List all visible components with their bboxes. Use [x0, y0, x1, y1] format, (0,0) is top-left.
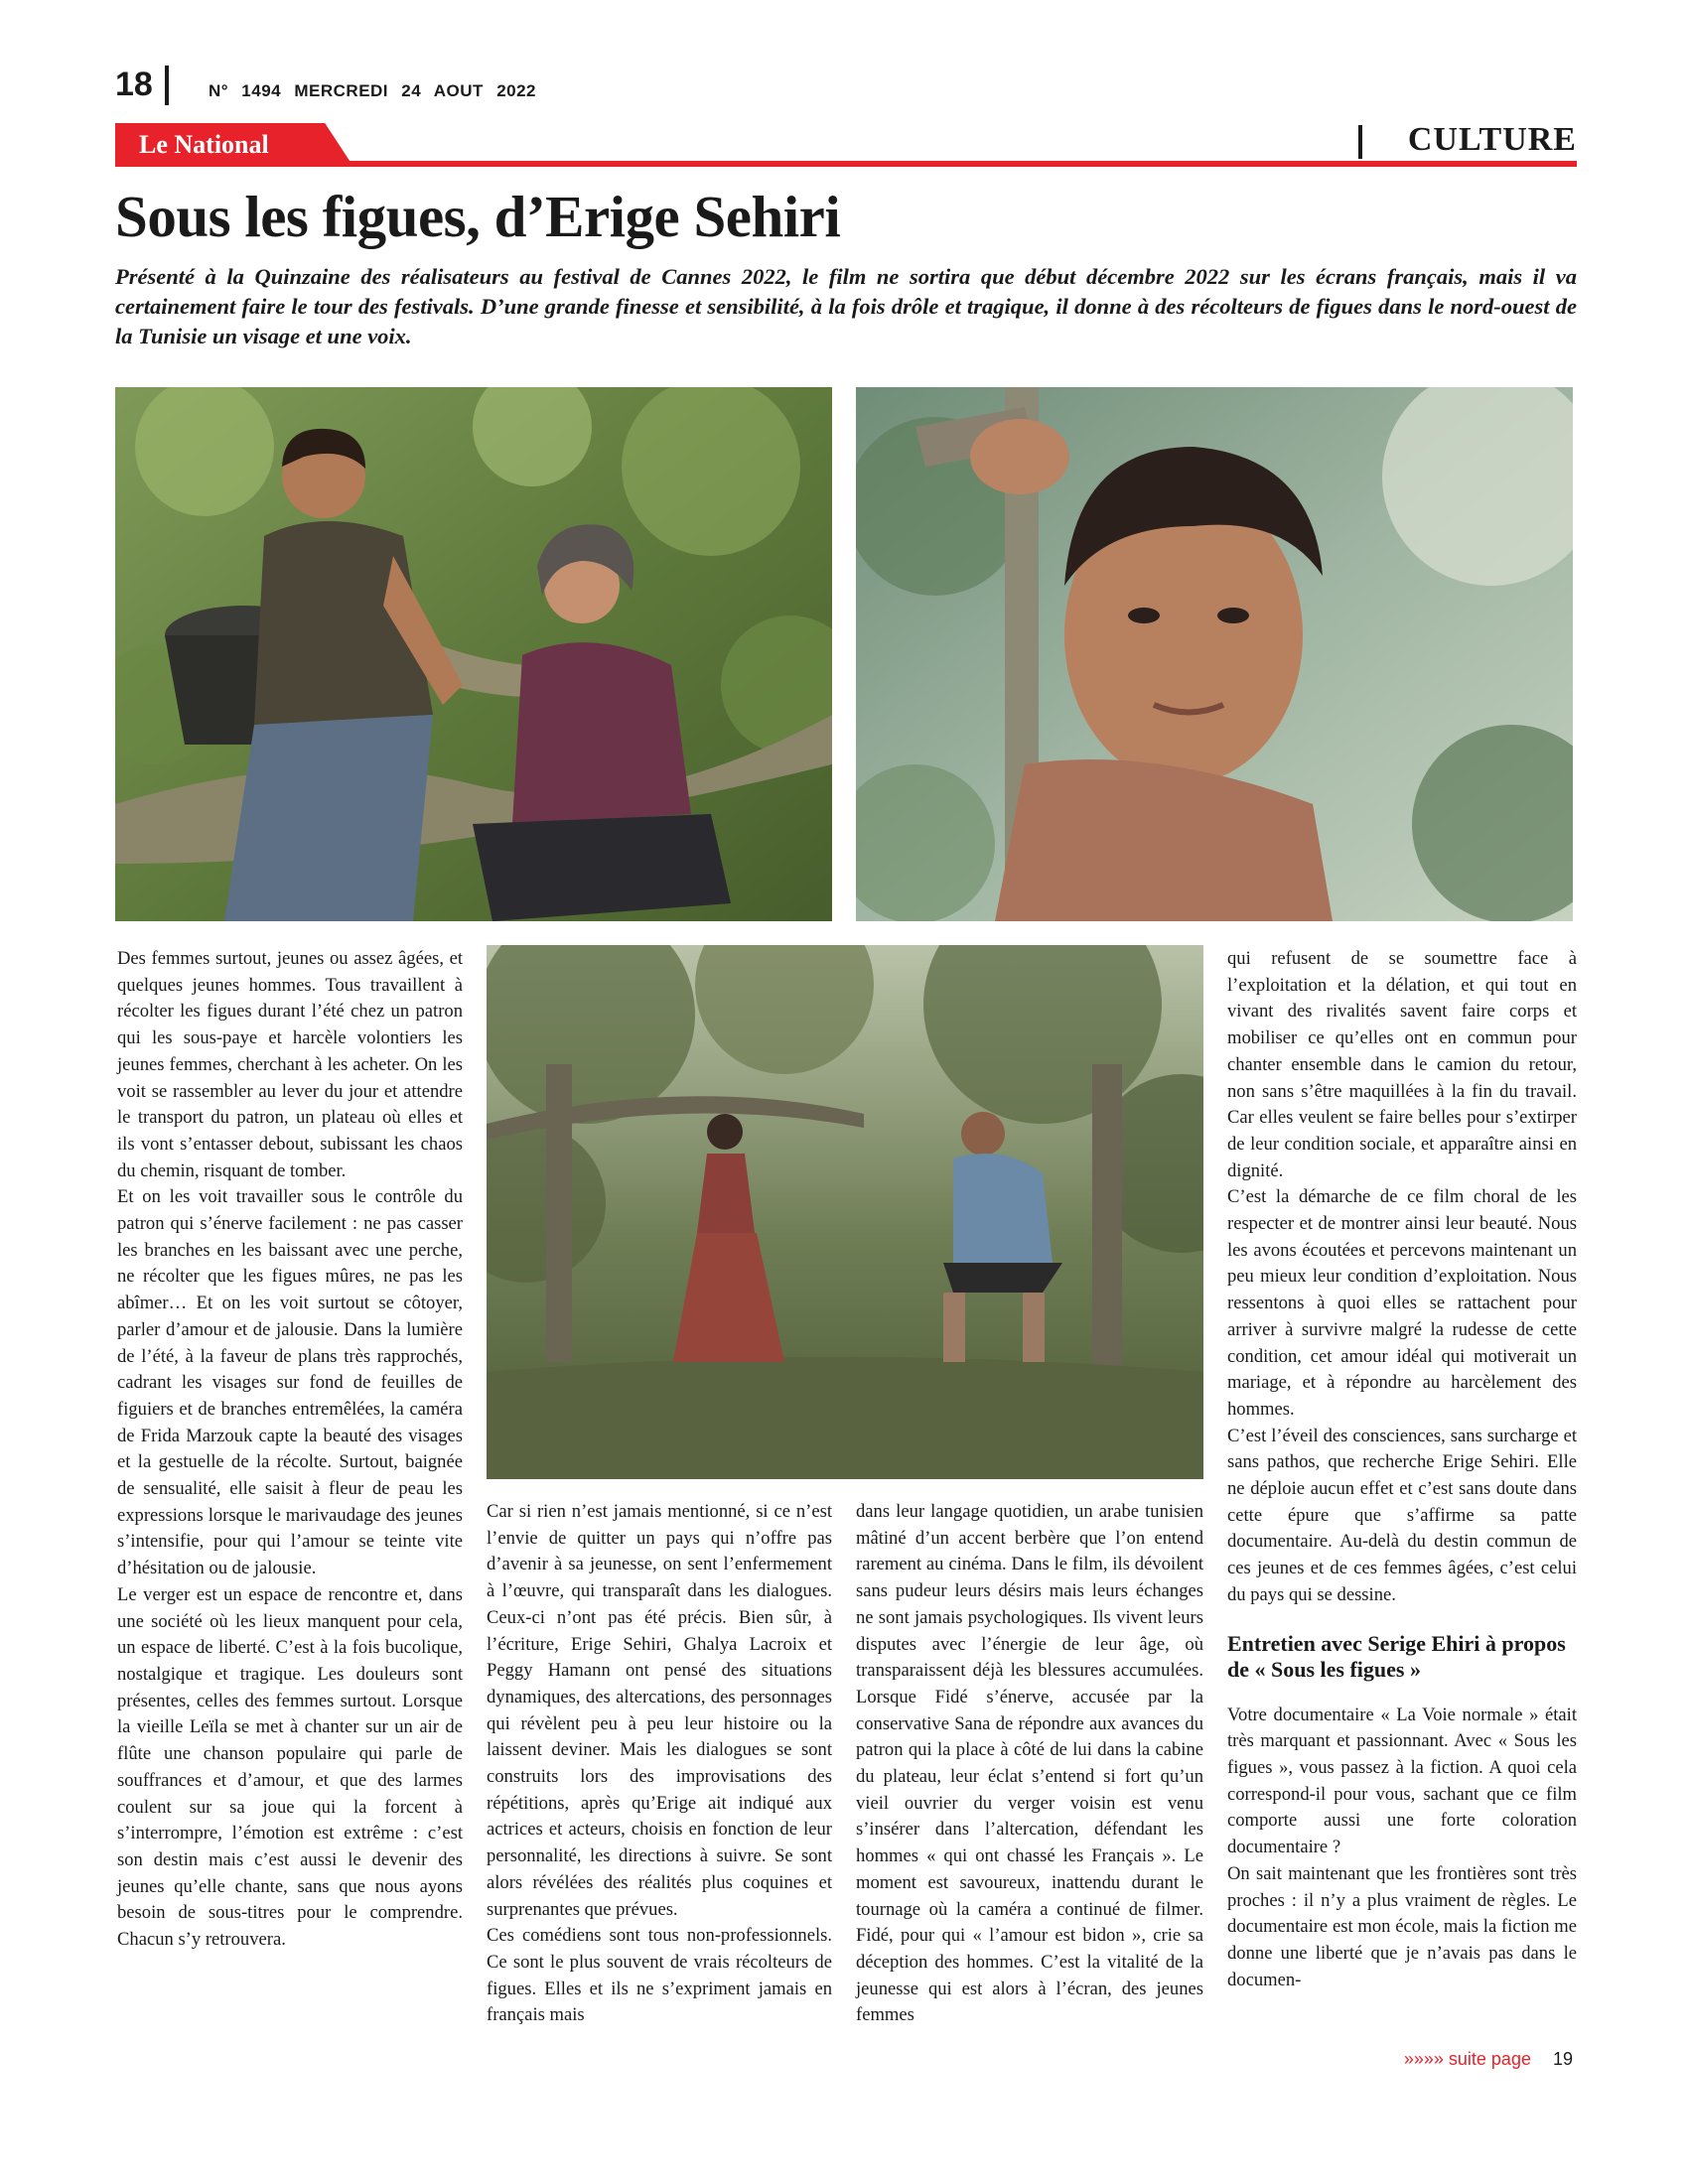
issue-number: N° 1494: [209, 81, 282, 100]
paragraph: dans leur langage quotidien, un arabe tunisien mâtiné d’un accent berbère que l’on entend rarement au cinéma. Dans le film, ils dévoilent sans pudeur leurs désirs mais leurs échanges ne sont jamais psychologiques. Ils vivent leurs disputes avec l’énergie de leur âge, où transparaissent déjà les blessures accumulées. Lorsque Fidé s’énerve, accusée par la conservative Sana de répondre aux avances du patron qui la place à côté de lui dans la cabine du plateau, leur éclat s’entend si fort qu’un vieil ouvrier du verger voisin est venu s’insérer dans l’altercation, défendant les hommes « qui ont chassé les Français ». Le moment est savoureux, inattendu durant le tournage où la caméra a continué de filmer. Fidé, pour qui « l’amour est bidon », crie sa déception des hommes. C’est la vitalité de la jeunesse qui est alors à l’écran, des jeunes femmes: [856, 1501, 1203, 2026]
paragraph: C’est l’éveil des consciences, sans surcharge et sans pathos, que recherche Erige Sehiri. Elle ne déploie aucun effet et c’est sans doute dans cette épure que s’affirme sa patte documentaire. Au-delà du destin commun de ces jeunes et de ces femmes âgées, c’est celui du pays qui se dessine.: [1227, 1425, 1577, 1605]
article-column-4: [1227, 946, 1577, 1993]
paragraph: Le verger est un espace de rencontre et, dans une société où les lieux manquent pour cela, un espace de liberté. C’est à la fois bucolique, nostalgique et tragique. Les douleurs sont présentes, celles des femmes surtout. Lorsque la vieille Leïla se met à chanter sur un air de flûte une chanson populaire qui parle de souffrances et d’amour, et que des larmes coulent sur sa joue qui la forcent à s’interrompre, l’émotion est extrême : c’est son destin mais c’est aussi le devenir des jeunes qu’elle chante, sans que nous ayons besoin de sous-titres pour le comprendre. Chacun s’y retrouvera.: [117, 1583, 463, 1951]
continued-page-number: 19: [1552, 2049, 1573, 2069]
article-column-3: [856, 1499, 1203, 2029]
page-number: 18: [115, 66, 153, 103]
interview-answer: On sait maintenant que les frontières sont très proches : il n’y a plus vraiment de règles. Le documentaire est mon école, mais la fiction me donne une liberté que je n’avais pas dans le documen-: [1227, 1862, 1577, 1990]
continued-label: »»»» suite page: [1403, 2049, 1531, 2069]
continued-on-page: [1404, 2049, 1573, 2070]
issue-year: 2022: [496, 81, 537, 100]
issue-date-line: [209, 81, 536, 101]
paragraph: Ces comédiens sont tous non-professionnels. Ce sont le plus souvent de vrais récolteurs de figues. Elles et ils ne s’expriment jamais en français mais: [487, 1925, 832, 2026]
photo-orchard-scene: [487, 945, 1203, 1479]
paragraph: Et on les voit travailler sous le contrôle du patron qui s’énerve facilement : ne pas casser les branches en les baissant avec une perche, ne récolter que les figues mûres, ne pas les abîmer… Et on les voit surtout se côtoyer, parler d’amour et de jalousie. Dans la lumière de l’été, à la faveur de plans très rapprochés, cadrant les visages sur fond de feuilles de figuiers et de branches entremêlées, la caméra de Frida Marzouk capte la beauté des visages et la gestuelle de la récolte. Surtout, baignée de sensualité, elle saisit à fleur de peau les expressions lorsque le marivaudage des jeunes s’intensifie, pour qui l’amour se teinte vite d’hésitation ou de jalousie.: [117, 1186, 463, 1579]
article-title: Sous les figues, d’Erige Sehiri: [115, 184, 841, 249]
article-column-1: [117, 946, 463, 1954]
paragraph: qui refusent de se soumettre face à l’exploitation et la délation, et qui tout en vivant des rivalités savent faire corps et mobiliser ce qu’elles ont en commun pour chanter ensemble dans le camion du retour, non sans s’être maquillées à la fin du travail. Car elles veulent se faire belles pour s’extirper de leur condition sociale, et apparaître ainsi en dignité.: [1227, 948, 1577, 1181]
page-number-divider: [165, 66, 169, 105]
paragraph: C’est la démarche de ce film choral de les respecter et de montrer ainsi leur beauté. Nous les avons écoutées et percevons maintenant un peu mieux leur condition d’exploitation. Nous ressentons à quoi elles se rattachent pour arriver à survivre malgré la rudesse de cette condition, cet amour idéal qui motiverait un mariage, et à répondre au harcèlement des hommes.: [1227, 1186, 1577, 1420]
interview-question: Votre documentaire « La Voie normale » était très marquant et passionnant. Avec « Sous les figues », vous passez à la fiction. A quoi cela correspond-il pour vous, sachant que ce film comporte aussi une forte coloration documentaire ?: [1227, 1704, 1577, 1858]
article-column-2: [487, 1499, 832, 2029]
article-lead: Présenté à la Quinzaine des réalisateurs au festival de Cannes 2022, le film ne sortira que début décembre 2022 sur les écrans français, mais il va certainement faire le tour des festivals. D’une grande finesse et sensibilité, à la fois drôle et tragique, il donne à des récolteurs de figues dans le nord-ouest de la Tunisie un visage et une voix.: [115, 264, 1577, 348]
newspaper-brand: Le National: [139, 130, 269, 159]
section-name: CULTURE: [1407, 121, 1577, 158]
issue-date: 24: [401, 81, 422, 100]
interview-heading: Entretien avec Serige Ehiri à propos de « Sous les figues »: [1227, 1630, 1566, 1682]
section-divider: [1358, 125, 1362, 159]
issue-day: MERCREDI: [294, 81, 389, 100]
paragraph: Des femmes surtout, jeunes ou assez âgées, et quelques jeunes hommes. Tous travaillent à récolter les figues durant l’été chez un patron qui les sous-paye et harcèle volontiers les jeunes femmes, cherchant à les acheter. On les voit se rassembler au lever du jour et attendre le transport du patron, un plateau où elles et ils vont s’entasser debout, subissant les chaos du chemin, risquant de tomber.: [117, 948, 463, 1181]
photo-young-man-closeup: [856, 387, 1573, 921]
issue-month: AOUT: [433, 81, 484, 100]
header-rule: [115, 161, 1577, 167]
paragraph: Car si rien n’est jamais mentionné, si ce n’est l’envie de quitter un pays qui n’offre pas d’avenir à sa jeunesse, on sent l’enfermement à l’œuvre, qui transparaît dans les dialogues. Ceux-ci n’ont pas été précis. Bien sûr, à l’écriture, Erige Sehiri, Ghalya Lacroix et Peggy Hamann ont pensé des situations dynamiques, des altercations, des personnages qui révèlent peu à peu leur histoire ou la laissent deviner. Mais les dialogues se sont construits lors des improvisations des répétitions, après qu’Erige ait indiqué aux actrices et acteurs, choisis en fonction de leur personnalité, les directions à suivre. Se sont alors révélées des réalités plus coquines et surprenantes que prévues.: [487, 1501, 832, 1920]
photo-couple-in-fig-tree: [115, 387, 832, 921]
